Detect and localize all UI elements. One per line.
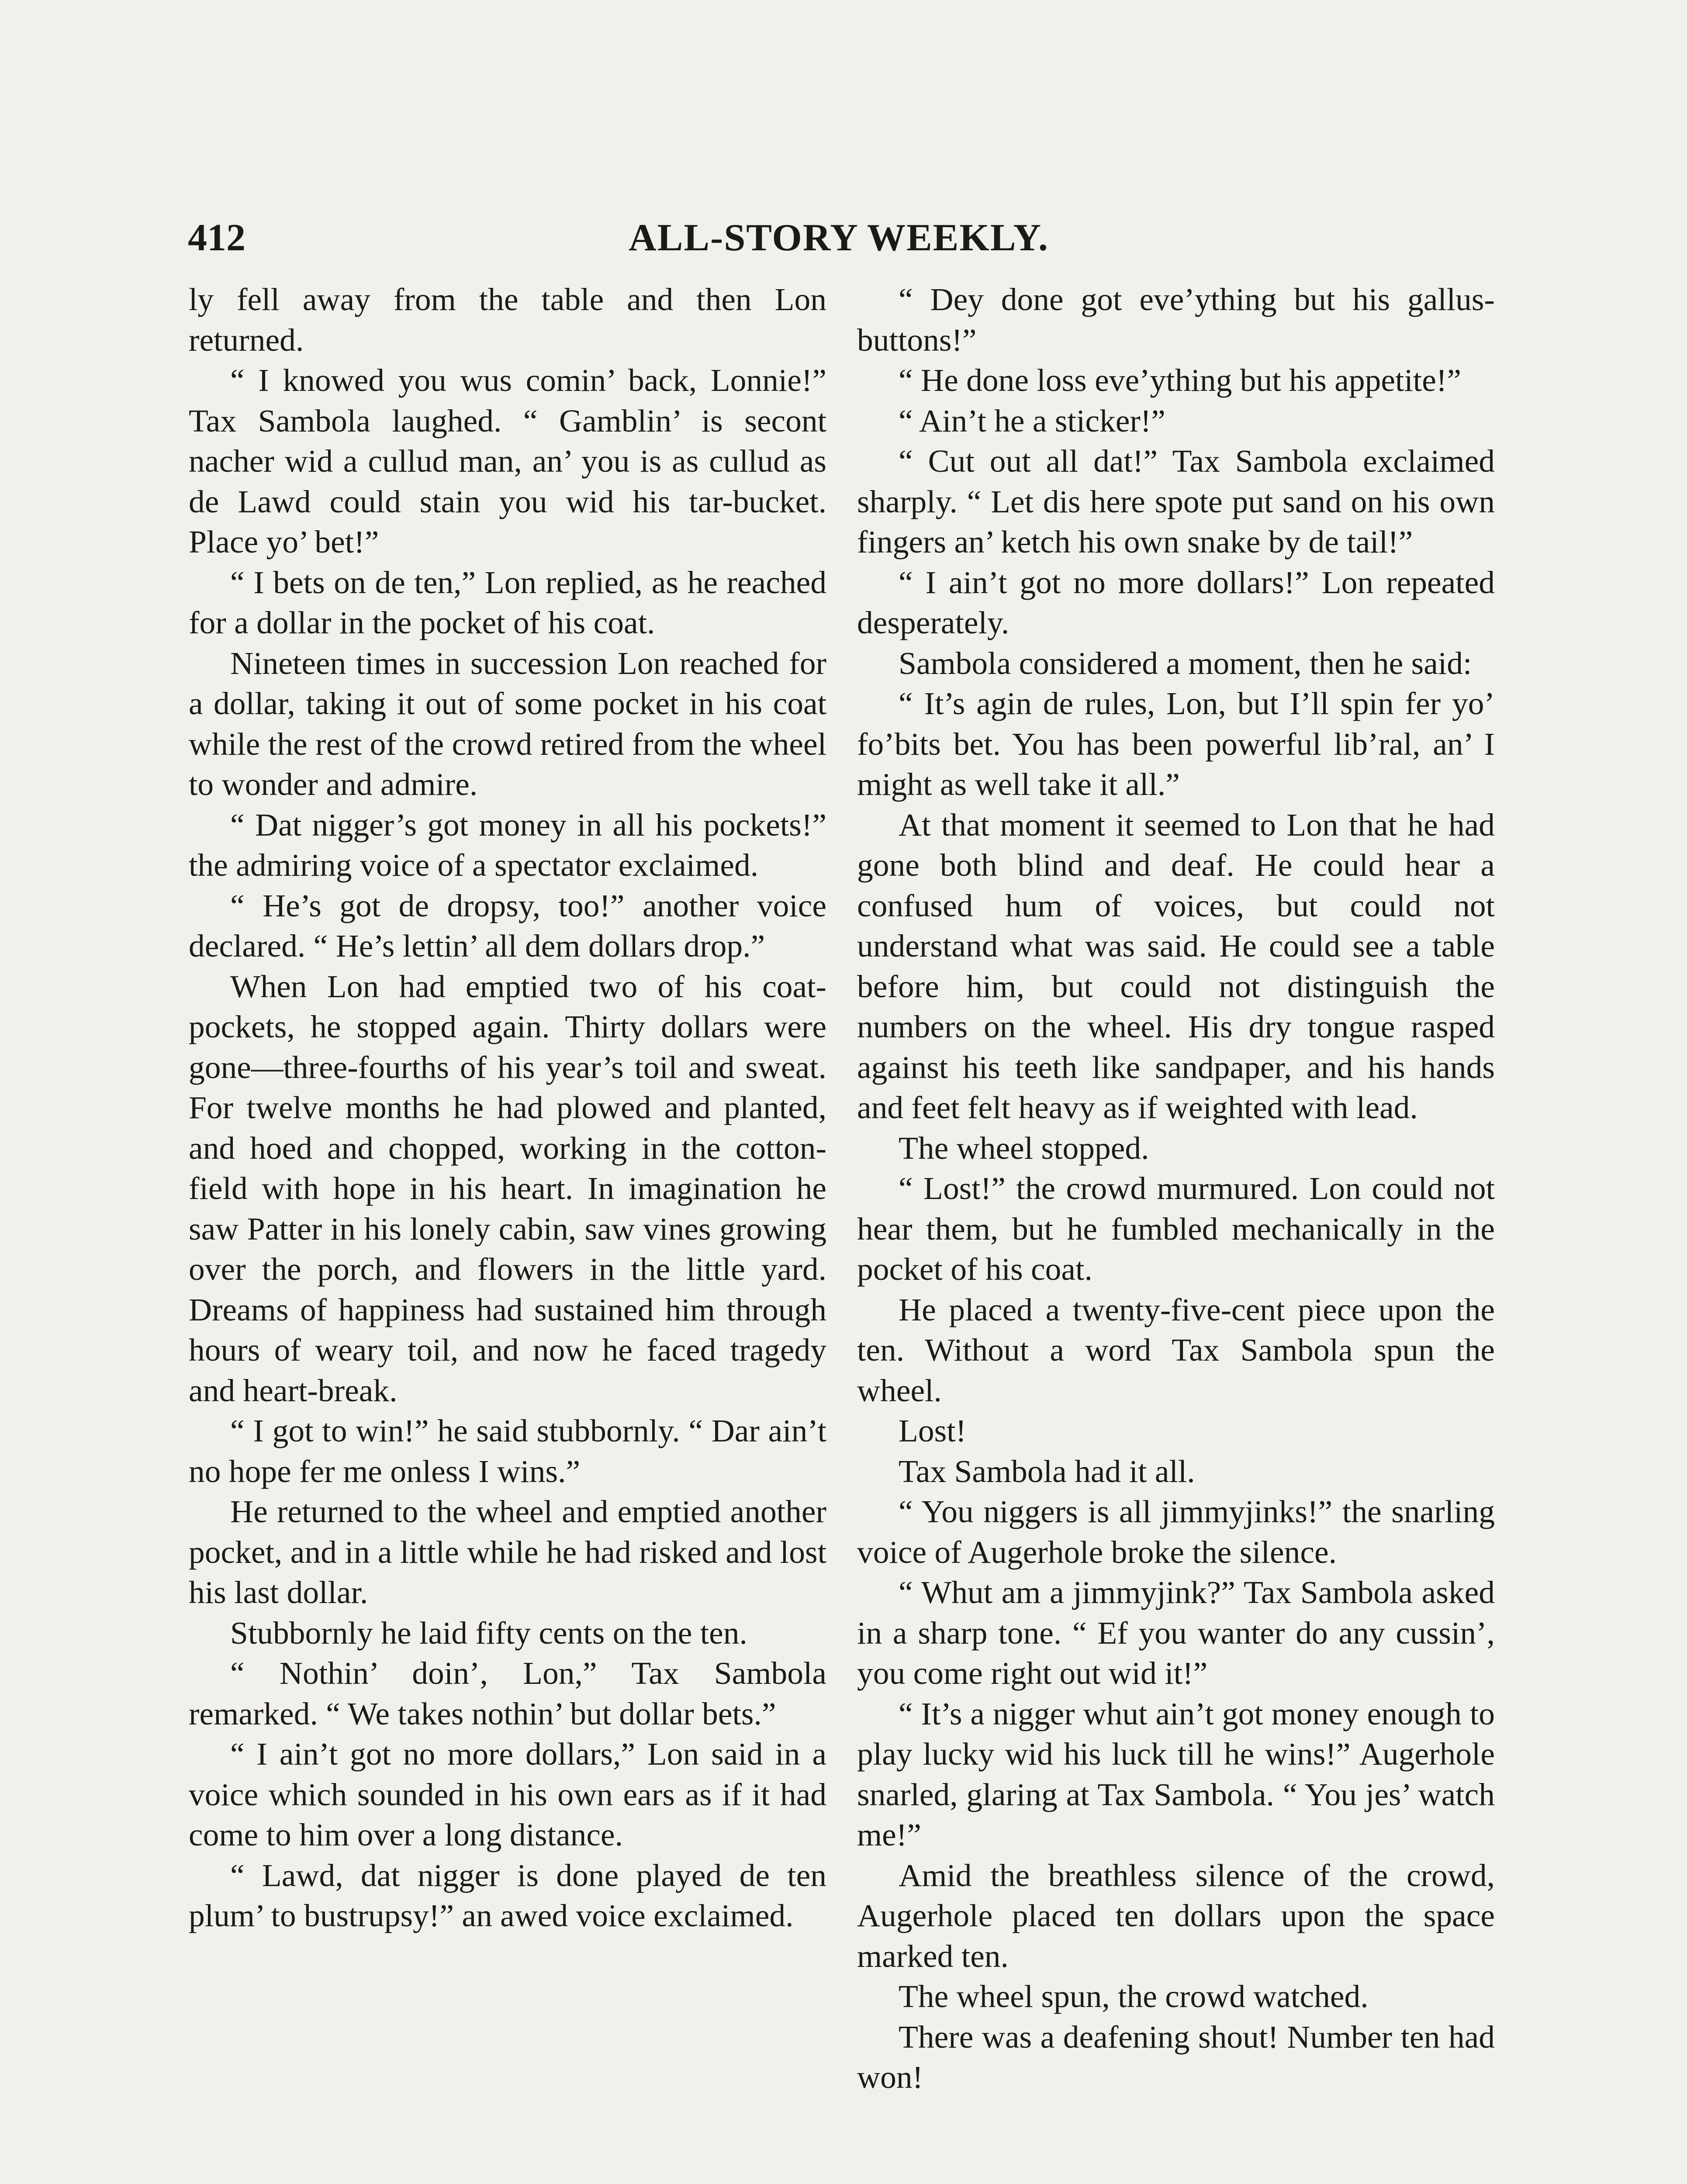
- paragraph: “ I knowed you wus comin’ back, Lonnie!” Tax Sambola laughed. “ Gamblin’ is secont nacher wid a cullud man, an’ you is as cullud as de Lawd could stain you wid his tar-bucket. Place yo’ bet!”: [189, 363, 826, 560]
- paragraph: The wheel spun, the crowd watched.: [899, 1979, 1369, 2014]
- paragraph: “ It’s agin de rules, Lon, but I’ll spin fer yo’ fo’bits bet. You has been powerful lib’ral, an’ I might as well take it all.”: [857, 686, 1495, 802]
- paragraph: “ I bets on de ten,” Lon replied, as he reached for a dollar in the pocket of his coat.: [189, 564, 826, 640]
- paragraph: The wheel stopped.: [899, 1130, 1149, 1166]
- paragraph: ly fell away from the table and then Lon returned.: [189, 282, 826, 358]
- paragraph: “ I got to win!” he said stubbornly. “ Dar ain’t no hope fer me onless I wins.”: [189, 1413, 826, 1489]
- paragraph: He placed a twenty-five-cent piece upon the ten. Without a word Tax Sambola spun the wheel.: [857, 1292, 1495, 1408]
- paragraph: Lost!: [899, 1413, 967, 1448]
- paragraph: “ Nothin’ doin’, Lon,” Tax Sambola remarked. “ We takes nothin’ but dollar bets.”: [189, 1655, 826, 1731]
- paragraph: He returned to the wheel and emptied another pocket, and in a little while he had risked and lost his last dollar.: [189, 1494, 826, 1610]
- paragraph: “ He done loss eve’ything but his appetite!”: [899, 363, 1461, 398]
- paragraph: “ He’s got de dropsy, too!” another voice declared. “ He’s lettin’ all dem dollars drop.”: [189, 888, 826, 964]
- paragraph: “ I ain’t got no more dollars,” Lon said in a voice which sounded in his own ears as if it had come to him over a long distance.: [189, 1736, 826, 1852]
- paragraph: “ Lost!” the crowd murmured. Lon could not hear them, but he fumbled mechanically in the pocket of his coat.: [857, 1171, 1495, 1287]
- paragraph: Nineteen times in succession Lon reached for a dollar, taking it out of some pocket in his coat while the rest of the crowd retired from the wheel to wonder and admire.: [189, 645, 826, 802]
- paragraph: “ Dey done got eve’ything but his gallus-buttons!”: [857, 282, 1495, 358]
- paragraph: “ Ain’t he a sticker!”: [899, 403, 1165, 439]
- paragraph: Stubbornly he laid fifty cents on the ten.: [230, 1615, 747, 1651]
- paragraph: “ Cut out all dat!” Tax Sambola exclaimed sharply. “ Let dis here spote put sand on his own fingers an’ ketch his own snake by de tail!”: [857, 443, 1495, 560]
- page-header: [188, 205, 1490, 271]
- paragraph: Tax Sambola had it all.: [899, 1453, 1195, 1489]
- paragraph: Sambola considered a moment, then he said:: [899, 645, 1472, 681]
- running-head: ALL-STORY WEEKLY.: [629, 217, 1049, 259]
- paragraph: “ I ain’t got no more dollars!” Lon repeated desperately.: [857, 564, 1495, 640]
- paragraph: “ Dat nigger’s got money in all his pockets!” the admiring voice of a spectator exclaimed.: [189, 807, 826, 883]
- right-column: [857, 280, 1495, 2098]
- paragraph: “ It’s a nigger whut ain’t got money enough to play lucky wid his luck till he wins!” Augerhole snarled, glaring at Tax Sambola. “ You jes’ watch me!”: [857, 1696, 1495, 1852]
- paragraph: “ Whut am a jimmyjink?” Tax Sambola asked in a sharp tone. “ Ef you wanter do any cussin’, you come right out wid it!”: [857, 1575, 1495, 1691]
- paragraph: At that moment it seemed to Lon that he had gone both blind and deaf. He could hear a confused hum of voices, but could not understand what was said. He could see a table before him, but could not distinguish the numbers on the wheel. His dry tongue rasped against his teeth like sandpaper, and his hands and feet felt heavy as if weighted with lead.: [857, 807, 1495, 1125]
- paragraph: “ You niggers is all jimmyjinks!” the snarling voice of Augerhole broke the silence.: [857, 1494, 1495, 1570]
- paragraph: There was a deafening shout! Number ten had won!: [857, 2019, 1495, 2095]
- paragraph: “ Lawd, dat nigger is done played de ten plum’ to bustrupsy!” an awed voice exclaimed.: [189, 1857, 826, 1933]
- page-number: 412: [188, 217, 245, 259]
- paragraph: Amid the breathless silence of the crowd, Augerhole placed ten dollars upon the space marked ten.: [857, 1857, 1495, 1974]
- left-column: [189, 280, 826, 1936]
- paragraph: When Lon had emptied two of his coat-pockets, he stopped again. Thirty dollars were gone—three-fourths of his year’s toil and sweat. For twelve months he had plowed and planted, and hoed and chopped, working in the cotton-field with hope in his heart. In imagination he saw Patter in his lonely cabin, saw vines growing over the porch, and flowers in the little yard. Dreams of happiness had sustained him through hours of weary toil, and now he faced tragedy and heart-break.: [189, 968, 826, 1408]
